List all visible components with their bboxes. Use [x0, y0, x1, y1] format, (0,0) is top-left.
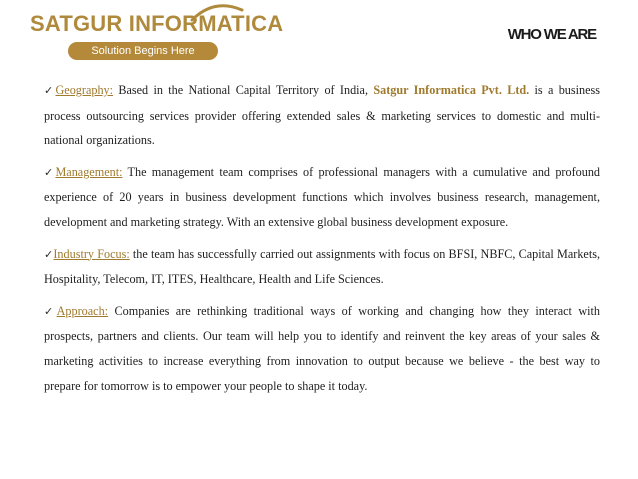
term-management: Management:: [55, 164, 123, 179]
paragraph-industry-focus: [44, 242, 600, 292]
company-logo: [30, 8, 284, 64]
paragraph-geography: [44, 78, 600, 153]
geography-text-before: Based in the National Capital Territory of India,: [113, 83, 374, 97]
checkmark-icon: ✓: [44, 247, 54, 261]
industry-focus-text: the team has successfully carried out assignments with focus on BFSI, NBFC, Capital Markets, Hospitality, Telecom, IT, ITES, Healthcare, Health and Life Sciences.: [44, 246, 600, 287]
checkmark-icon: ✓: [44, 84, 56, 97]
management-text: The management team comprises of professional managers with a cumulative and profound experience of 20 years in business development functions which involves business research, management, development and marketing strategy. With an extensive global business development exposure.: [44, 164, 601, 229]
term-geography: Geography:: [55, 83, 114, 97]
logo-tagline: Solution Begins Here: [68, 42, 218, 60]
approach-text: Companies are rethinking traditional ways of working and changing how they interact with prospects, partners and clients. Our team will help you to identify and reinvent the key areas of your sales & marketing activities to increase everything from innovation to output because we believe - the best way to prepare for tomorrow is to empower your people to shape it today.: [44, 303, 601, 393]
swoosh-logo-icon: [190, 4, 244, 24]
logo-text: SATGUR INFORMATICA: [30, 11, 284, 36]
paragraph-approach: [44, 299, 600, 398]
page-title: WHO WE ARE: [507, 26, 596, 43]
term-approach: Approach:: [56, 303, 109, 318]
content-body: [44, 78, 600, 405]
checkmark-icon: ✓: [44, 165, 56, 179]
checkmark-icon: ✓: [44, 304, 57, 318]
geography-text-after: is a business process outsourcing services provider offering extended sales & marketing services to domestic and multi-national organizations.: [44, 83, 601, 148]
paragraph-management: [44, 160, 600, 235]
term-industry-focus: Industry Focus:: [53, 246, 130, 261]
company-name: Satgur Informatica Pvt. Ltd.: [373, 83, 530, 97]
